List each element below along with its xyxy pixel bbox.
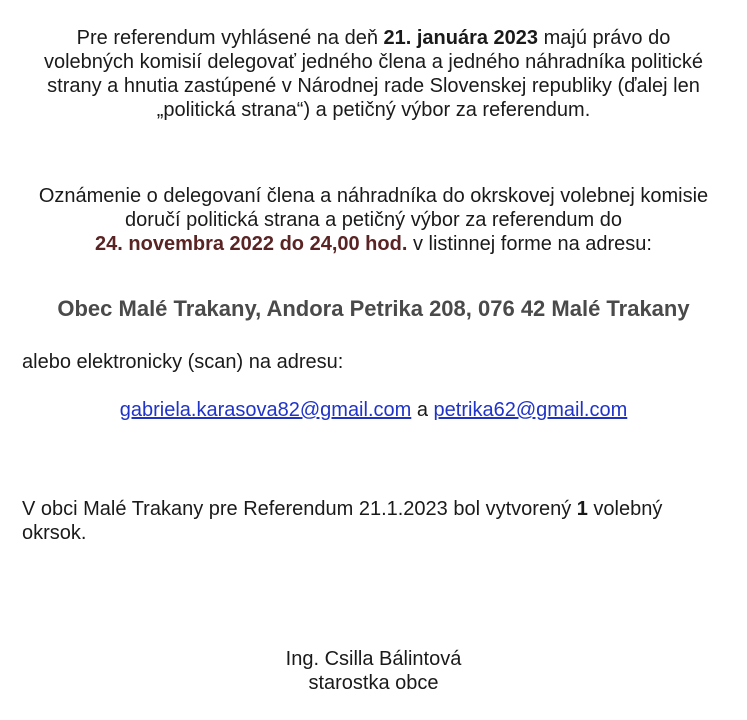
district-text-part2: volebný okrsok. [22, 498, 663, 544]
intro-text-part1: Pre referendum vyhlásené na deň [76, 27, 384, 49]
notice-line1: Oznámenie o delegovaní člena a náhradníka do okrskovej volebnej komisie [38, 185, 709, 207]
referendum-date: 21. januára 2023 [383, 27, 539, 49]
postal-address: Obec Malé Trakany, Andora Petrika 208, 076 42 Malé Trakany [57, 296, 690, 321]
notice-paragraph [0, 184, 747, 256]
signature-title: starostka obce [308, 672, 439, 694]
district-count: 1 [576, 498, 588, 520]
intro-text-part2: majú právo do volebných komisií delegovať jedného člena a jedného náhradníka politické strany a hnutia zastúpené v Národnej rade Slovenskej republiky (ďalej len „politická strana“) a petičný výbor za referendum. [43, 27, 704, 121]
email-separator: a [411, 399, 434, 421]
notice-line2: doručí politická strana a petičný výbor za referendum do [125, 209, 622, 231]
signature-name: Ing. Csilla Bálintová [285, 648, 462, 670]
electronic-label: alebo elektronicky (scan) na adresu: [22, 351, 344, 373]
notice-line3 [0, 232, 747, 256]
district-paragraph [22, 497, 727, 545]
district-text-part1: V obci Malé Trakany pre Referendum 21.1.2023 bol vytvorený [22, 498, 577, 520]
email-line [0, 398, 747, 422]
intro-paragraph [0, 26, 747, 122]
deadline-text: 24. novembra 2022 do 24,00 hod. [95, 233, 408, 255]
email-link-karasova[interactable]: gabriela.karasova82@gmail.com [119, 399, 412, 421]
email-link-petrika[interactable]: petrika62@gmail.com [433, 399, 628, 421]
notice-line3-rest: v listinnej forme na adresu: [407, 233, 652, 255]
